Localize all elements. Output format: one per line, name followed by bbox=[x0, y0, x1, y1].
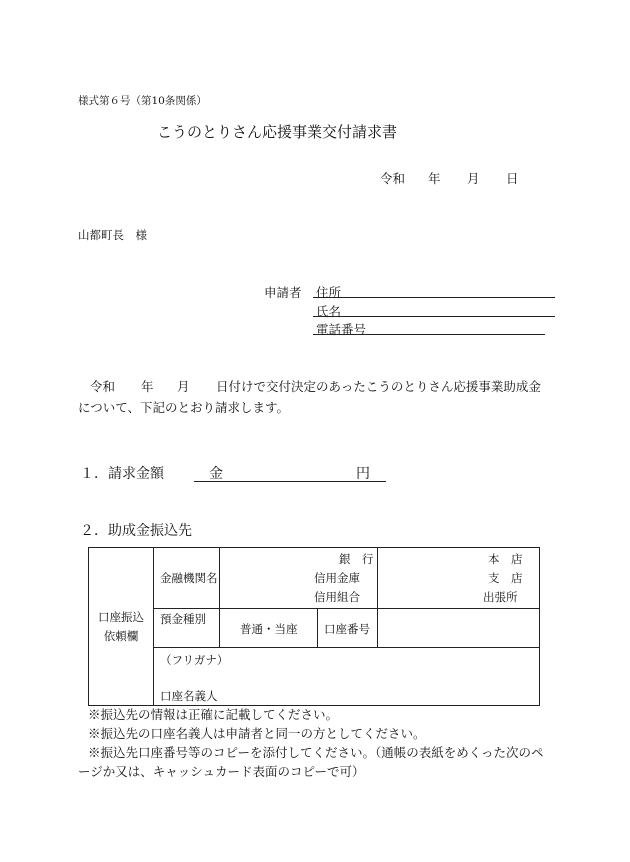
note-item: ※振込先の口座名義人は申請者と同一の方としてください。 bbox=[88, 726, 426, 741]
side-header-cell bbox=[89, 548, 154, 706]
branch-type-branch: 支 店 bbox=[488, 571, 523, 585]
bank-row bbox=[89, 548, 540, 609]
address-underline bbox=[313, 297, 555, 298]
amount-yen: 円 bbox=[356, 466, 370, 482]
deposit-value: 普通・当座 bbox=[240, 622, 298, 636]
date-day: 日 bbox=[506, 171, 519, 186]
date-month: 月 bbox=[467, 171, 480, 186]
holder-label: 口座名義人 bbox=[160, 689, 218, 703]
note-item: ※振込先口座番号等のコピーを添付してください。（通帳の表紙をめくった次のペ bbox=[88, 745, 544, 760]
holder-cell[interactable] bbox=[154, 648, 540, 706]
bank-type-shinkin: 信用金庫 bbox=[314, 571, 360, 585]
document-title: こうのとりさん応援事業交付請求書 bbox=[157, 123, 398, 141]
deposit-value-cell[interactable] bbox=[220, 609, 318, 648]
bank-type-bank: 銀 行 bbox=[339, 552, 374, 566]
side-header-line1: 口座振込 bbox=[98, 609, 144, 624]
branch-input-cell[interactable] bbox=[378, 548, 540, 609]
date-year: 年 bbox=[428, 171, 441, 186]
note-item: ※振込先の情報は正確に記載してください。 bbox=[88, 707, 339, 722]
deposit-label-cell bbox=[154, 609, 220, 648]
bank-name-input-cell[interactable] bbox=[220, 548, 378, 609]
applicant-phone-label: 電話番号 bbox=[316, 322, 367, 337]
branch-type-main: 本 店 bbox=[488, 552, 523, 566]
branch-type-office: 出張所 bbox=[483, 590, 518, 604]
body-era: 令和 bbox=[90, 379, 116, 394]
side-header-line2: 依頼欄 bbox=[103, 628, 139, 643]
body-year: 年 bbox=[141, 379, 154, 394]
account-number-label: 口座番号 bbox=[324, 622, 370, 636]
addressee: 山都町長 様 bbox=[78, 228, 147, 242]
note-item: ージか又は、キャッシュカード表面のコピーで可） bbox=[78, 764, 365, 779]
holder-row bbox=[89, 648, 540, 706]
amount-underline bbox=[194, 481, 386, 482]
bank-label-cell bbox=[154, 548, 220, 609]
applicant-address-label: 住所 bbox=[316, 285, 342, 300]
furigana-label: （フリガナ） bbox=[160, 653, 229, 667]
form-number: 様式第６号（第10条関係） bbox=[78, 95, 207, 107]
body-line2: について、下記のとおり請求します。 bbox=[78, 400, 290, 415]
bank-label: 金融機関名 bbox=[160, 571, 218, 585]
body-month: 月 bbox=[177, 379, 190, 394]
body-line1-rest: 日付けで交付決定のあったこうのとりさん応援事業助成金 bbox=[216, 379, 541, 394]
account-table bbox=[88, 547, 540, 706]
applicant-name-label: 氏名 bbox=[316, 304, 342, 319]
account-number-label-cell bbox=[318, 609, 378, 648]
amount-heading: １．請求金額 bbox=[80, 466, 164, 482]
phone-underline bbox=[313, 334, 545, 335]
amount-kin: 金 bbox=[209, 466, 223, 482]
transfer-heading: ２．助成金振込先 bbox=[80, 523, 192, 539]
deposit-row bbox=[89, 609, 540, 648]
account-number-input-cell[interactable] bbox=[378, 609, 540, 648]
deposit-label: 預金種別 bbox=[160, 612, 206, 626]
bank-type-kumiai: 信用組合 bbox=[314, 590, 360, 604]
name-underline bbox=[313, 316, 555, 317]
applicant-label: 申請者 bbox=[264, 285, 302, 300]
date-era: 令和 bbox=[380, 171, 406, 186]
